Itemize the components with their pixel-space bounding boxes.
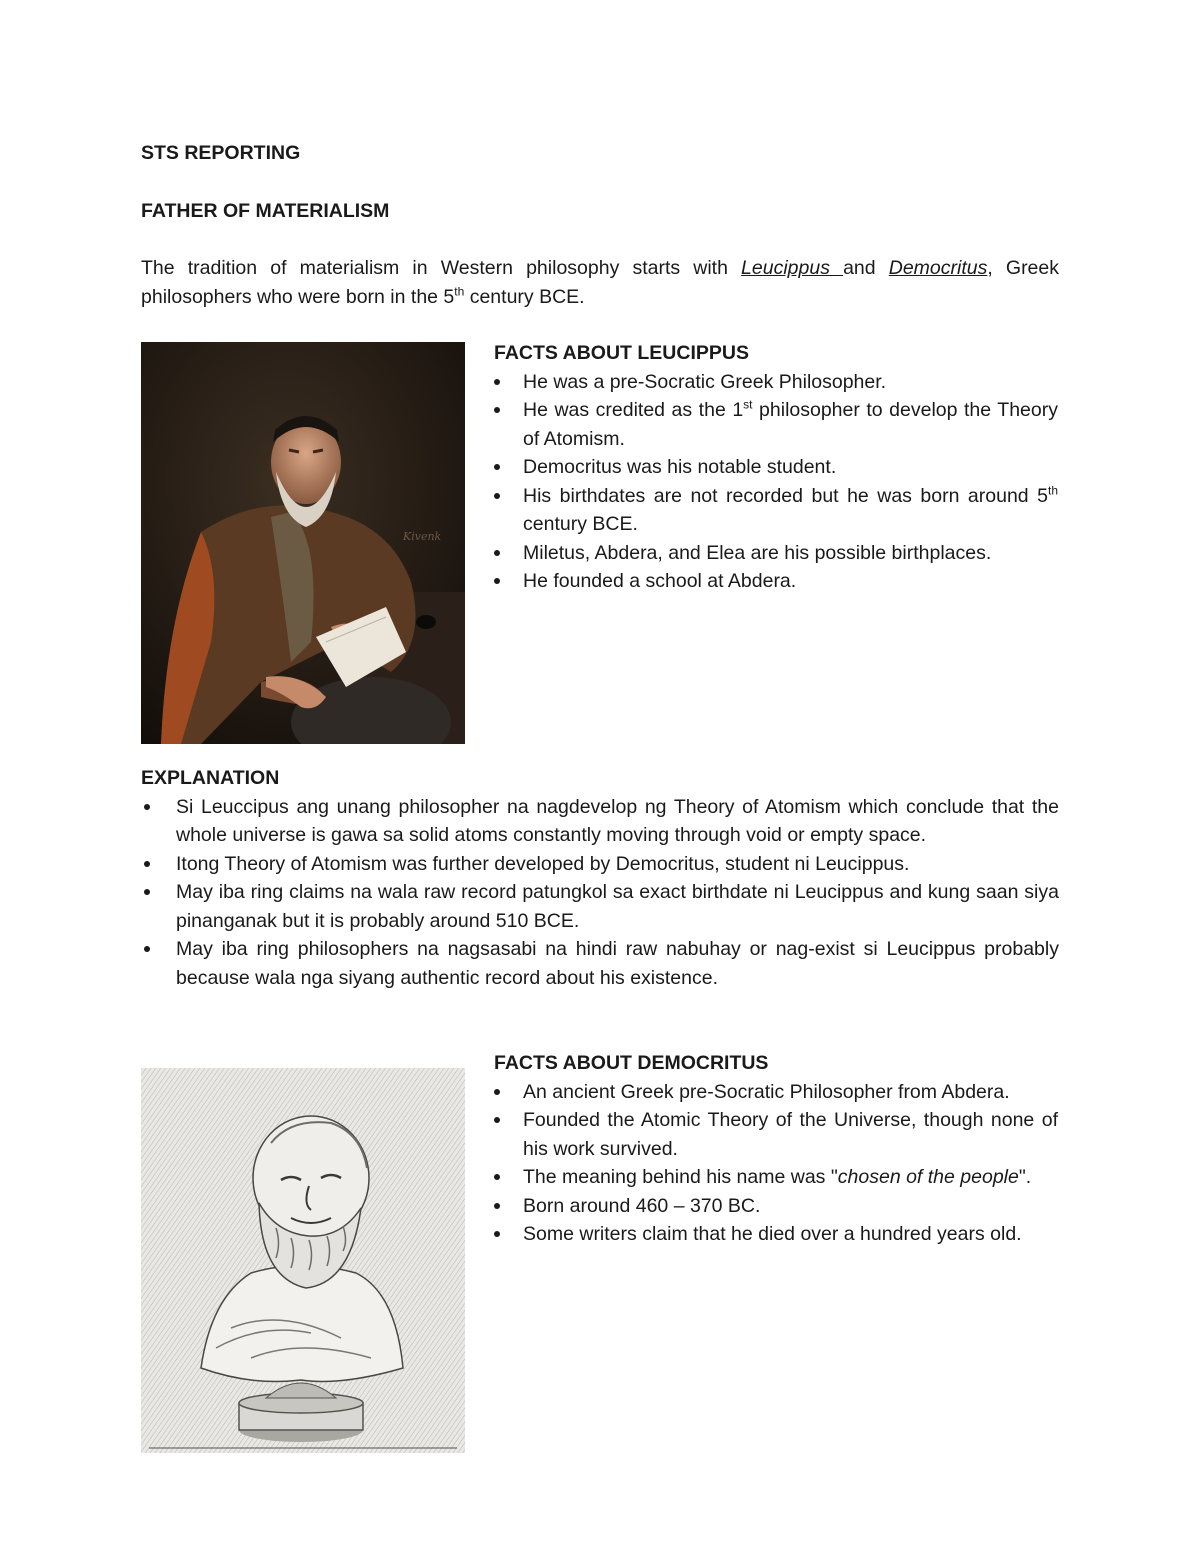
- list-item: An ancient Greek pre-Socratic Philosopher from Abdera.: [494, 1078, 1058, 1107]
- list-item: The meaning behind his name was "chosen of the people".: [494, 1163, 1058, 1192]
- democritus-facts-heading: FACTS ABOUT DEMOCRITUS: [494, 1052, 769, 1074]
- list-item: Democritus was his notable student.: [494, 453, 1058, 482]
- leucippus-link: Leucippus: [741, 257, 844, 279]
- list-item: Founded the Atomic Theory of the Universe, though none of his work survived.: [494, 1106, 1058, 1163]
- list-item: May iba ring claims na wala raw record patungkol sa exact birthdate ni Leucippus and kung saan siya pinanganak but it is probably around 510 BCE.: [141, 878, 1059, 935]
- list-item: May iba ring philosophers na nagsasabi na hindi raw nabuhay or nag-exist si Leucippus probably because wala nga siyang authentic record about his existence.: [141, 935, 1059, 992]
- list-item: His birthdates are not recorded but he was born around 5th century BCE.: [494, 482, 1058, 539]
- list-item: Si Leuccipus ang unang philosopher na nagdevelop ng Theory of Atomism which conclude that the whole universe is gawa sa solid atoms constantly moving through void or empty space.: [141, 793, 1059, 850]
- section-title: FATHER OF MATERIALISM: [141, 200, 390, 222]
- leucippus-facts-heading: FACTS ABOUT LEUCIPPUS: [494, 342, 749, 364]
- list-item: Some writers claim that he died over a hundred years old.: [494, 1220, 1058, 1249]
- democritus-facts: [494, 1049, 1058, 1249]
- list-item: Miletus, Abdera, and Elea are his possible birthplaces.: [494, 539, 1058, 568]
- democritus-bust: [141, 1068, 465, 1453]
- list-item: Itong Theory of Atomism was further developed by Democritus, student ni Leucippus.: [141, 850, 1059, 879]
- leucippus-portrait: [141, 342, 465, 744]
- svg-text:Kivenk: Kivenk: [403, 530, 442, 543]
- list-item: He founded a school at Abdera.: [494, 567, 1058, 596]
- leucippus-facts: [494, 339, 1058, 596]
- list-item: He was credited as the 1st philosopher to develop the Theory of Atomism.: [494, 396, 1058, 453]
- democritus-link: Democritus: [888, 257, 988, 279]
- document-title: STS REPORTING: [141, 142, 301, 164]
- intro-paragraph: The tradition of materialism in Western philosophy starts with Leucippus and Democritus, Greek philosophers who were born in the 5th century BCE.: [141, 257, 1060, 308]
- list-item: He was a pre-Socratic Greek Philosopher.: [494, 368, 1058, 397]
- explanation-section: [141, 764, 1059, 992]
- explanation-heading: EXPLANATION: [141, 767, 280, 789]
- list-item: Born around 460 – 370 BC.: [494, 1192, 1058, 1221]
